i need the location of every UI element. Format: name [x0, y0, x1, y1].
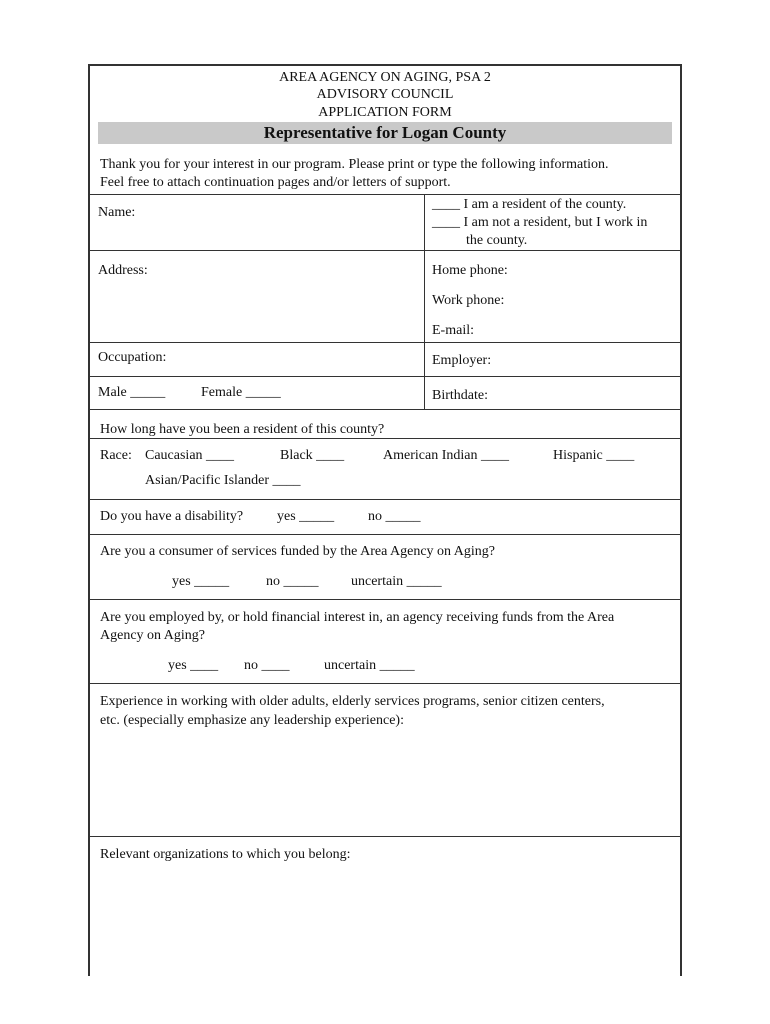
experience-question-1: Experience in working with older adults, elderly services programs, senior citizen centers,: [100, 694, 605, 709]
form-title: APPLICATION FORM: [318, 105, 452, 120]
residency-question: How long have you been a resident of this county?: [100, 422, 385, 437]
employed-question-2: Agency on Aging?: [100, 628, 205, 643]
consumer-yes[interactable]: yes _____: [172, 574, 230, 589]
race-hispanic[interactable]: Hispanic ____: [553, 448, 635, 463]
nonresident-option-cont: the county.: [466, 233, 528, 248]
consumer-no[interactable]: no _____: [266, 574, 319, 589]
employed-uncertain[interactable]: uncertain _____: [324, 658, 415, 673]
resident-option[interactable]: ____ I am a resident of the county.: [432, 197, 627, 212]
experience-question-2: etc. (especially emphasize any leadership experience):: [100, 713, 404, 728]
organizations-answer-area[interactable]: [94, 868, 676, 968]
disability-no[interactable]: no _____: [368, 509, 421, 524]
intro-line-1: Thank you for your interest in our program. Please print or type the following information.: [100, 157, 609, 172]
race-caucasian[interactable]: Caucasian ____: [145, 448, 235, 463]
occupation-field[interactable]: Occupation:: [98, 350, 167, 365]
agency-title: AREA AGENCY ON AGING, PSA 2: [279, 70, 491, 85]
email-field[interactable]: E-mail:: [432, 323, 474, 338]
home-phone-field[interactable]: Home phone:: [432, 263, 508, 278]
employer-field[interactable]: Employer:: [432, 353, 492, 368]
employed-no[interactable]: no ____: [244, 658, 290, 673]
council-title: ADVISORY COUNCIL: [316, 87, 454, 102]
application-form: [88, 64, 682, 976]
disability-question: Do you have a disability?: [100, 509, 244, 524]
consumer-uncertain[interactable]: uncertain _____: [351, 574, 442, 589]
divider: [90, 683, 680, 684]
divider: [90, 194, 680, 195]
male-field[interactable]: Male _____: [98, 385, 166, 400]
divider: [90, 376, 680, 377]
divider: [90, 438, 680, 439]
divider: [90, 409, 680, 410]
intro-line-2: Feel free to attach continuation pages and/or letters of support.: [100, 175, 451, 190]
employed-question-1: Are you employed by, or hold financial interest in, an agency receiving funds from the Area: [100, 610, 615, 625]
race-asian[interactable]: Asian/Pacific Islander ____: [145, 473, 301, 488]
county-banner: Representative for Logan County: [98, 122, 672, 144]
birthdate-field[interactable]: Birthdate:: [432, 388, 488, 403]
race-black[interactable]: Black ____: [280, 448, 345, 463]
race-label: Race:: [100, 448, 132, 463]
address-field[interactable]: Address:: [98, 263, 148, 278]
race-american-indian[interactable]: American Indian ____: [383, 448, 509, 463]
organizations-question: Relevant organizations to which you belong:: [100, 847, 351, 862]
divider: [90, 499, 680, 500]
divider: [90, 534, 680, 535]
divider: [90, 250, 680, 251]
disability-yes[interactable]: yes _____: [277, 509, 335, 524]
work-phone-field[interactable]: Work phone:: [432, 293, 505, 308]
nonresident-option[interactable]: ____ I am not a resident, but I work in: [432, 215, 648, 230]
divider: [90, 836, 680, 837]
divider: [90, 342, 680, 343]
divider: [90, 599, 680, 600]
female-field[interactable]: Female _____: [201, 385, 281, 400]
experience-answer-area[interactable]: [94, 734, 676, 834]
employed-yes[interactable]: yes ____: [168, 658, 219, 673]
name-field[interactable]: Name:: [98, 205, 136, 220]
consumer-question: Are you a consumer of services funded by the Area Agency on Aging?: [100, 544, 495, 559]
